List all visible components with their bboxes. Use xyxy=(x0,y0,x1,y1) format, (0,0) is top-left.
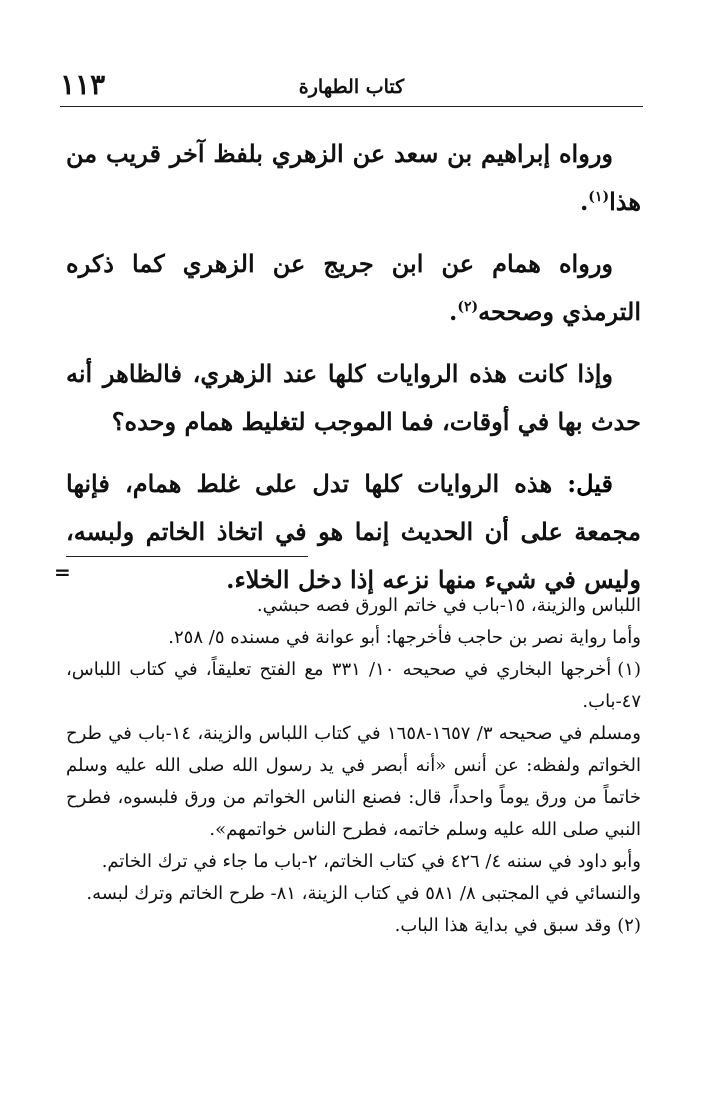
paragraph-4 xyxy=(66,460,641,604)
footnote-1-abudawud: وأبو داود في سننه ٤/ ٤٢٦ في كتاب الخاتم، ٢-باب ما جاء في ترك الخاتم. xyxy=(101,851,641,872)
footnote-ref-1: (١) xyxy=(588,189,610,205)
footnote-continued-2: وأما رواية نصر بن حاجب فأخرجها: أبو عوانة في مسنده ٥/ ٢٥٨. xyxy=(168,627,641,648)
footnote-2-number: (٢) xyxy=(617,915,641,936)
footnote-2 xyxy=(66,910,641,942)
main-text xyxy=(66,130,641,618)
footnote-2-text: وقد سبق في بداية هذا الباب. xyxy=(394,915,612,936)
chapter-title: كتاب الطهارة xyxy=(298,76,405,98)
footnotes xyxy=(66,590,641,942)
footnote-1-text: أخرجها البخاري في صحيحه ١٠/ ٣٣١ مع الفتح تعليقاً، في كتاب اللباس، ٤٧-باب. xyxy=(66,659,641,712)
paragraph-1-end: . xyxy=(579,187,589,216)
paragraph-1 xyxy=(66,130,641,226)
paragraph-2 xyxy=(66,240,641,336)
paragraph-4-lead: قيل: xyxy=(567,469,613,498)
footnote-continuation-mark: = xyxy=(54,560,71,584)
footnote-1-nasai: والنسائي في المجتبى ٨/ ٥٨١ في كتاب الزينة، ٨١- طرح الخاتم وترك لبسه. xyxy=(86,883,641,904)
paragraph-2-end: . xyxy=(448,297,458,326)
footnote-ref-2: (٢) xyxy=(457,299,479,315)
footnote-1 xyxy=(66,654,641,718)
footnote-divider xyxy=(66,556,308,557)
footnote-1-muslim: ومسلم في صحيحه ٣/ ١٦٥٧-١٦٥٨ في كتاب اللباس والزينة، ١٤-باب في طرح الخواتم ولفظه: عن أنس «أنه أبصر في يد رسول الله صلى الله عليه وسلم خاتماً من ورق يوماً واحداً، قال: فصنع الناس الخواتم من ورق فلبسوه، فطرح النبي صلى الله عليه وسلم خاتمه، فطرح الناس خواتمهم». xyxy=(66,723,641,840)
paragraph-1-text: ورواه إبراهيم بن سعد عن الزهري بلفظ آخر قريب من هذا xyxy=(66,139,641,216)
paragraph-2-text: ورواه همام عن ابن جريج عن الزهري كما ذكره الترمذي وصححه xyxy=(66,249,641,326)
page-header xyxy=(60,68,643,107)
footnote-1-number: (١) xyxy=(617,659,641,680)
page-number: ١١٣ xyxy=(60,68,106,101)
paragraph-3: وإذا كانت هذه الروايات كلها عند الزهري، فالظاهر أنه حدث بها في أوقات، فما الموجب لتغليط همام وحده؟ xyxy=(66,359,641,436)
footnote-continued-1: اللباس والزينة، ١٥-باب في خاتم الورق فصه حبشي. xyxy=(256,595,641,616)
paragraph-4-text: هذه الروايات كلها تدل على غلط همام، فإنها مجمعة على أن الحديث إنما هو في اتخاذ الخاتم ولبسه، وليس في شيء منها نزعه إذا دخل الخلاء. xyxy=(66,469,641,594)
